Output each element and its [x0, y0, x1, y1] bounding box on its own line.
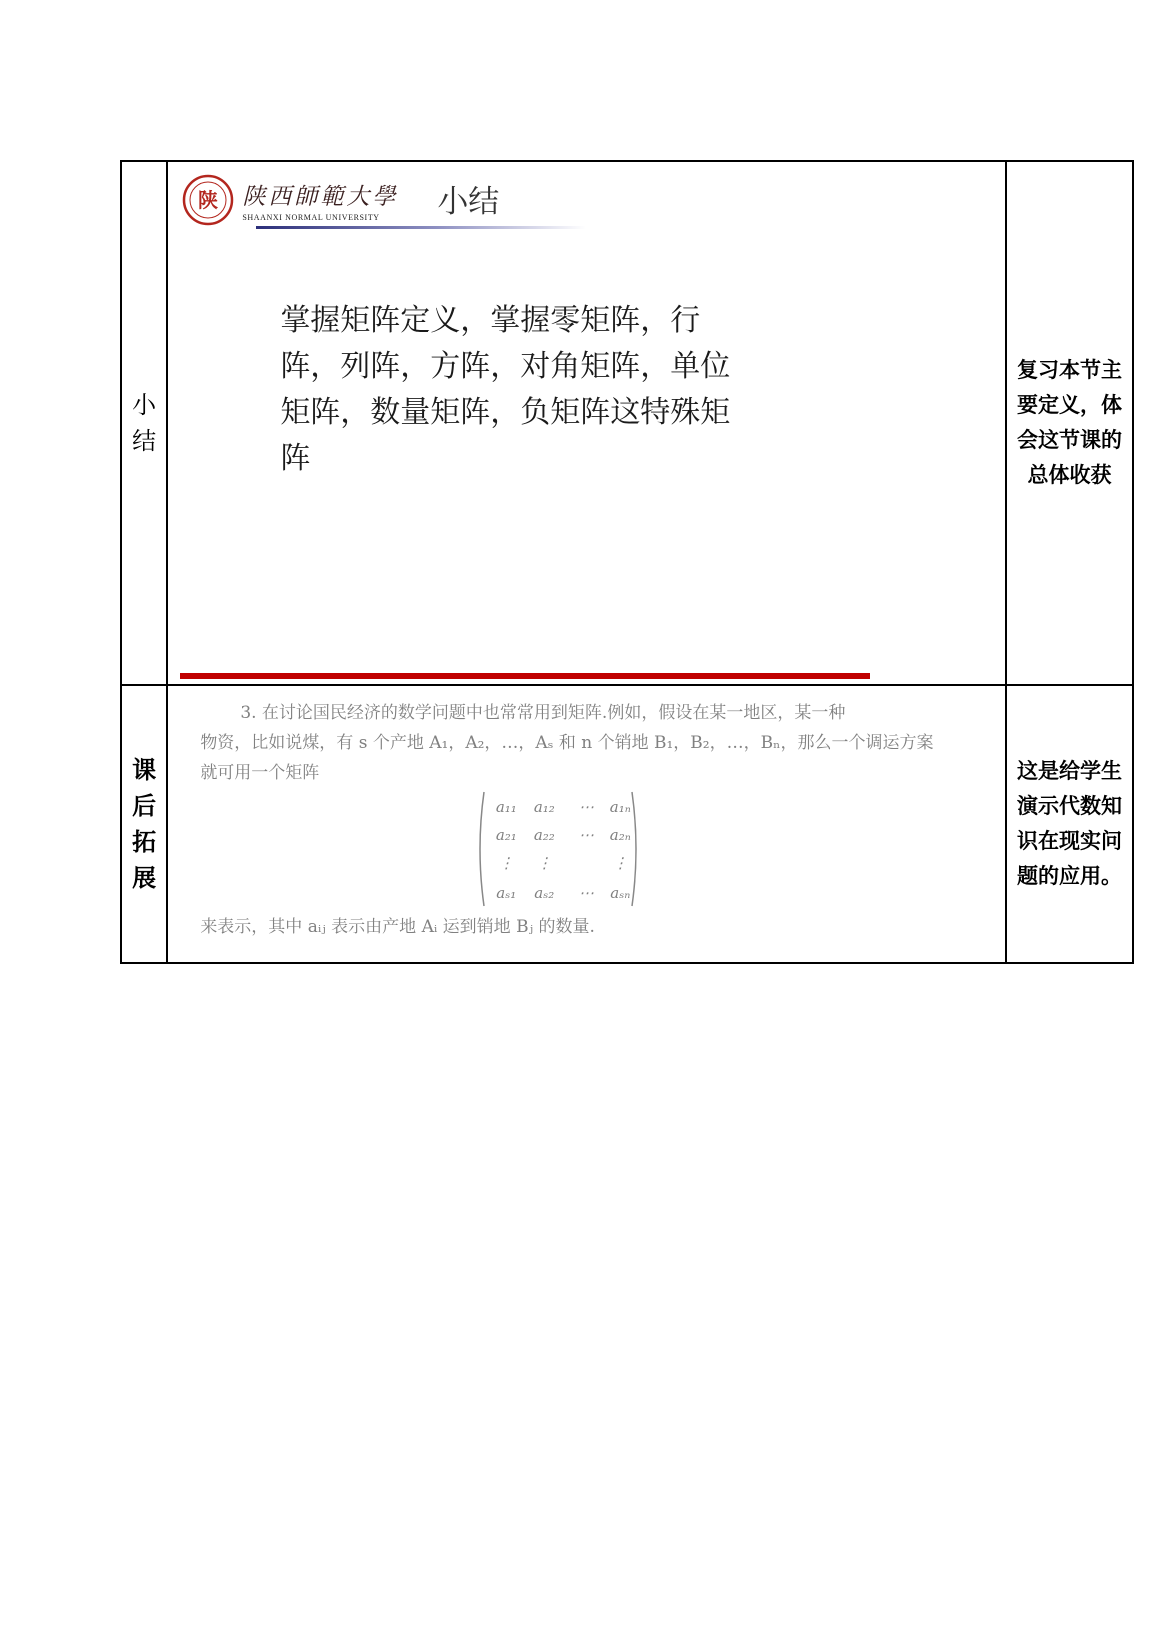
section-label-summary: [122, 387, 166, 459]
university-name-cn: 陕西師範大學: [242, 184, 399, 210]
matrix-cell: aₛ₂: [534, 884, 555, 902]
matrix-figure: [474, 790, 642, 908]
excerpt-line-1: 3. 在讨论国民经济的数学问题中也常常用到矩阵.例如，假设在某一地区，某一种: [240, 703, 846, 723]
matrix-cell: ⋮: [536, 854, 552, 872]
section-label-char: 小: [132, 391, 157, 419]
section-label-char: 后: [132, 791, 157, 820]
matrix-cell: a₁₂: [533, 798, 555, 816]
matrix-cell: ⋮: [612, 854, 628, 872]
slide-footer-bar: [180, 673, 870, 679]
slide-cell: [167, 161, 1006, 685]
excerpt-line-rest: 物资，比如说煤，有 s 个产地 A₁，A₂，…，Aₛ 和 n 个销地 B₁，B₂，…，Bₙ，那么一个调运方案就可用一个矩阵: [200, 733, 934, 783]
matrix-cell: ⋮: [498, 854, 514, 872]
lesson-plan-table: [120, 160, 1134, 964]
matrix-cell: ⋯: [578, 826, 594, 844]
university-logo: [242, 178, 398, 222]
university-name-en: SHAANXI NORMAL UNIVERSITY: [242, 213, 380, 222]
textbook-excerpt: [168, 686, 1005, 962]
svg-text:陕: 陕: [198, 188, 219, 212]
teaching-note-summary: 复习本节主要定义，体会这节课的总体收获: [1017, 358, 1123, 487]
section-label-cell: [121, 161, 167, 685]
matrix-cell: a₂₂: [533, 826, 555, 844]
slide-title: 小结: [437, 184, 500, 220]
matrix-cell: a₁₁: [495, 798, 517, 816]
teaching-note-extension: 这是给学生演示代数知识在现实问题的应用。: [1017, 759, 1123, 888]
section-label-char: 结: [132, 427, 157, 455]
table-row-summary: [121, 161, 1133, 685]
matrix-cell: a₂ₙ: [609, 826, 631, 844]
excerpt-cell: [167, 685, 1006, 963]
note-cell: [1006, 685, 1133, 963]
matrix-cell: a₁ₙ: [609, 798, 631, 816]
table-row-extension: [121, 685, 1133, 963]
summary-slide: [168, 162, 1005, 684]
matrix-cell: aₛₙ: [610, 884, 631, 902]
matrix-cell: ⋯: [578, 798, 594, 816]
university-seal-icon: [182, 174, 234, 226]
matrix-cell: ⋯: [578, 884, 594, 902]
section-label-char: 展: [132, 863, 157, 892]
header-divider: [256, 226, 586, 229]
section-label-char: 拓: [132, 827, 157, 856]
matrix-cell: a₂₁: [495, 826, 517, 844]
slide-header: [182, 170, 642, 228]
note-cell: [1006, 161, 1133, 685]
excerpt-paragraph-1: [200, 698, 945, 788]
section-label-cell: [121, 685, 167, 963]
slide-body-text: 掌握矩阵定义，掌握零矩阵，行阵，列阵，方阵，对角矩阵，单位矩阵，数量矩阵，负矩阵这特殊矩阵: [280, 303, 731, 476]
section-label-char: 课: [132, 755, 157, 784]
excerpt-paragraph-2: 来表示，其中 aᵢⱼ 表示由产地 Aᵢ 运到销地 Bⱼ 的数量.: [200, 917, 595, 937]
matrix-cell: aₛ₁: [496, 884, 517, 902]
section-label-extension: [122, 752, 166, 896]
matrix-grid: [486, 792, 634, 906]
